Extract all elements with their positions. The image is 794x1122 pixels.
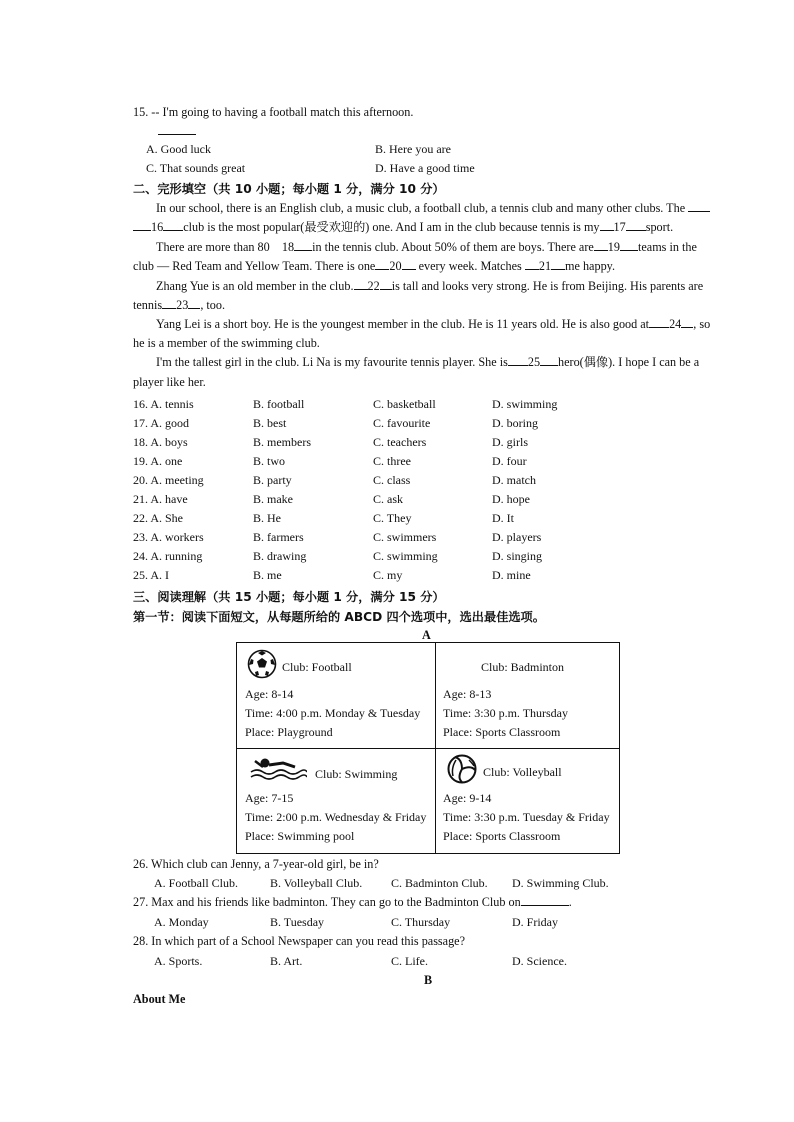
club-schedule-table [236, 642, 620, 854]
cloze-choice: D. players [492, 530, 542, 544]
q15-option-c: C. That sounds great [146, 161, 246, 175]
cloze-choice: 17. A. good [133, 416, 190, 430]
q26-option-a: A. Football Club. [154, 876, 239, 890]
cloze-choice: B. members [253, 435, 311, 449]
cloze-choice: C. swimming [373, 549, 438, 563]
cloze-choice: B. make [253, 492, 293, 506]
passage-line: Yang Lei is a short boy. He is the youngest member in the club. He is 11 years old. He is also good at 24 , so [156, 317, 711, 331]
cloze-choice: D. four [492, 454, 527, 468]
club-time: Time: 3:30 p.m. Thursday [443, 706, 569, 720]
cloze-choice: D. It [492, 511, 514, 525]
passage-line: Zhang Yue is an old member in the club. 22 is tall and looks very strong. He is from Beijing. His parents are [156, 279, 704, 293]
passage-line: club — Red Team and Yellow Team. There is one 20 every week. Matches 21 me happy. [133, 259, 616, 273]
cloze-choice: C. three [373, 454, 411, 468]
club-name: Club: Volleyball [483, 765, 562, 779]
q15-option-b: B. Here you are [375, 142, 451, 156]
club-time: Time: 2:00 p.m. Wednesday & Friday [245, 810, 427, 824]
soccer-ball-icon [247, 649, 277, 679]
cloze-choice: B. party [253, 473, 292, 487]
q28-option-a: A. Sports. [154, 954, 203, 968]
club-name: Club: Badminton [481, 660, 565, 674]
q27-stem: 27. Max and his friends like badminton. They can go to the Badminton Club on . [133, 895, 572, 909]
cloze-choice: B. me [253, 568, 282, 582]
cloze-choice: B. He [253, 511, 281, 525]
cloze-choice: B. farmers [253, 530, 304, 544]
cloze-choice: D. boring [492, 416, 538, 430]
answer-blank-line [158, 134, 196, 135]
cloze-choice: C. favourite [373, 416, 431, 430]
club-name: Club: Swimming [315, 767, 398, 781]
section3-title: 三、阅读理解（共 15 小题；每小题 1 分，满分 15 分） [133, 590, 445, 604]
swimmer-icon [249, 755, 307, 783]
volleyball-icon [447, 754, 477, 784]
cloze-choice: 21. A. have [133, 492, 188, 506]
cloze-choice: 19. A. one [133, 454, 183, 468]
cloze-choice: C. They [373, 511, 412, 525]
cloze-choice: B. two [253, 454, 286, 468]
cloze-choice: B. football [253, 397, 305, 411]
cloze-choice: 20. A. meeting [133, 473, 204, 487]
q26-stem: 26. Which club can Jenny, a 7-year-old girl, be in? [133, 857, 379, 871]
cloze-choice: C. teachers [373, 435, 427, 449]
cloze-choice: 22. A. She [133, 511, 184, 525]
club-place: Place: Playground [245, 725, 333, 739]
q27-option-b: B. Tuesday [270, 915, 325, 929]
cloze-choice: 25. A. I [133, 568, 169, 582]
q28-option-c: C. Life. [391, 954, 428, 968]
club-time: Time: 4:00 p.m. Monday & Tuesday [245, 706, 421, 720]
passage-line: player like her. [133, 375, 206, 389]
club-name: Club: Football [282, 660, 352, 674]
cloze-choice: 24. A. running [133, 549, 203, 563]
cloze-choice: C. swimmers [373, 530, 437, 544]
passage-line: he is a member of the swimming club. [133, 336, 320, 350]
cloze-choice: D. mine [492, 568, 531, 582]
cloze-choice: B. best [253, 416, 287, 430]
q15-stem: 15. -- I'm going to having a football match this afternoon. [133, 105, 414, 119]
q26-option-c: C. Badminton Club. [391, 876, 488, 890]
q28-option-b: B. Art. [270, 954, 303, 968]
cloze-choice: C. basketball [373, 397, 436, 411]
cloze-choice: 18. A. boys [133, 435, 188, 449]
club-age: Age: 9-14 [443, 791, 492, 805]
club-age: Age: 7-15 [245, 791, 294, 805]
cloze-choice: C. my [373, 568, 403, 582]
cloze-choice: D. hope [492, 492, 530, 506]
q26-option-d: D. Swimming Club. [512, 876, 609, 890]
cloze-choice: 23. A. workers [133, 530, 204, 544]
club-place: Place: Sports Classroom [443, 725, 561, 739]
q28-stem: 28. In which part of a School Newspaper can you read this passage? [133, 934, 466, 948]
q15-option-a: A. Good luck [146, 142, 211, 156]
q26-option-b: B. Volleyball Club. [270, 876, 363, 890]
q27-option-c: C. Thursday [391, 915, 451, 929]
passage-line: I'm the tallest girl in the club. Li Na is my favourite tennis player. She is 25 hero(偶像). I hope I can be a [156, 355, 700, 369]
cloze-choice: 16. A. tennis [133, 397, 194, 411]
club-place: Place: Swimming pool [245, 829, 355, 843]
passage-line: tennis 23 , too. [133, 298, 226, 312]
passage-line: There are more than 80 18 in the tennis club. About 50% of them are boys. There are 19 teams in the [156, 240, 697, 254]
passage-line: In our school, there is an English club, a music club, a football club, a tennis club and many other clubs. The [156, 200, 710, 216]
section2-title: 二、完形填空（共 10 小题；每小题 1 分，满分 10 分） [133, 182, 445, 196]
cloze-choice: B. drawing [253, 549, 307, 563]
cloze-choice: C. class [373, 473, 411, 487]
q27-option-a: A. Monday [154, 915, 209, 929]
cloze-choice: D. girls [492, 435, 528, 449]
club-age: Age: 8-14 [245, 687, 294, 701]
club-place: Place: Sports Classroom [443, 829, 561, 843]
q27-option-d: D. Friday [512, 915, 558, 929]
passage-b-label: B [424, 973, 433, 987]
passage-b-title: About Me [133, 992, 186, 1006]
passage-line: 16 club is the most popular(最受欢迎的) one. And I am in the club because tennis is my 17 sport. [133, 219, 673, 235]
cloze-choice: D. singing [492, 549, 543, 563]
q28-option-d: D. Science. [512, 954, 567, 968]
club-age: Age: 8-13 [443, 687, 492, 701]
passage-a-label: A [422, 628, 431, 642]
cloze-choice: D. swimming [492, 397, 558, 411]
q15-option-d: D. Have a good time [375, 161, 475, 175]
cloze-choice: D. match [492, 473, 536, 487]
club-time: Time: 3:30 p.m. Tuesday & Friday [443, 810, 610, 824]
section3-subtitle: 第一节：阅读下面短文，从每题所给的 ABCD 四个选项中，选出最佳选项。 [133, 610, 545, 624]
cloze-choice: C. ask [373, 492, 403, 506]
